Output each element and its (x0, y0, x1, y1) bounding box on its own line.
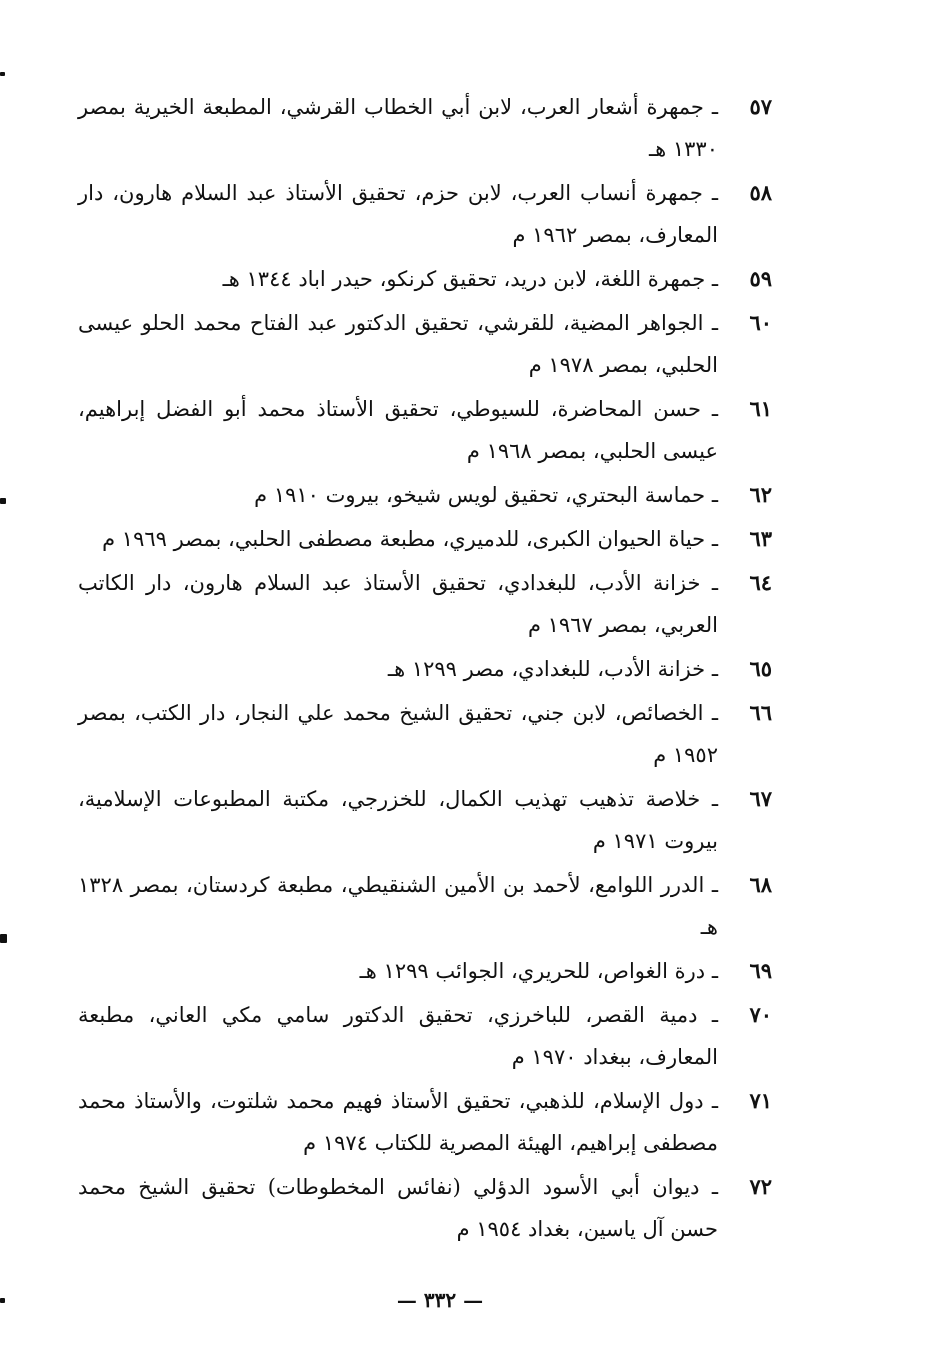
entry-text: ـ جمهرة أنساب العرب، لابن حزم، تحقيق الأستاذ عبد السلام هارون، دار المعارف، بمصر ١٩٦٢ م (78, 181, 718, 247)
scan-mark (0, 72, 5, 76)
entry-text: ـ خلاصة تذهيب تهذيب الكمال، للخزرجي، مكتبة المطبوعات الإسلامية، بيروت ١٩٧١ م (78, 787, 718, 853)
bibliography-entry (78, 86, 778, 170)
bibliography-entry (78, 994, 778, 1078)
entry-text: ـ دمية القصر، للباخرزي، تحقيق الدكتور سامي مكي العاني، مطبعة المعارف، ببغداد ١٩٧٠ م (78, 1003, 718, 1069)
bibliography-entry (78, 302, 778, 386)
bibliography-entry (78, 388, 778, 472)
bibliography-entry (78, 864, 778, 948)
entry-text: ـ حماسة البحتري، تحقيق لويس شيخو، بيروت ١٩١٠ م (254, 483, 718, 507)
entry-text: ـ الخصائص، لابن جني، تحقيق الشيخ محمد علي النجار، دار الكتب، بمصر ١٩٥٢ م (78, 701, 718, 767)
entry-number: ٥٩ (749, 266, 772, 291)
entry-number: ٦٧ (749, 786, 772, 811)
bibliography-entry (78, 1166, 778, 1250)
entry-text: ـ درة الغواص، للحريري، الجوائب ١٢٩٩ هـ (359, 959, 718, 983)
entry-number: ٥٨ (749, 180, 772, 205)
entry-text: ـ جمهرة اللغة، لابن دريد، تحقيق كرنكو، حيدر اباد ١٣٤٤ هـ (222, 267, 718, 291)
entry-text: ـ حسن المحاضرة، للسيوطي، تحقيق الأستاذ محمد أبو الفضل إبراهيم، عيسى الحلبي، بمصر ١٩٦٨ م (78, 397, 718, 463)
entry-number: ٦٤ (749, 570, 772, 595)
page-number: — ٣٣٢ — (396, 1288, 484, 1312)
entry-number: ٧٢ (749, 1174, 772, 1199)
bibliography-entry (78, 950, 778, 992)
entry-number: ٦١ (749, 396, 772, 421)
bibliography-entry (78, 474, 778, 516)
entry-text: ـ خزانة الأدب، للبغدادي، مصر ١٢٩٩ هـ (387, 657, 718, 681)
entry-text: ـ الدرر اللوامع، لأحمد بن الأمين الشنقيطي، مطبعة كردستان، بمصر ١٣٢٨ هـ (78, 873, 718, 939)
bibliography-entry (78, 562, 778, 646)
entry-number: ٧٠ (749, 1002, 772, 1027)
entry-text: ـ الجواهر المضية، للقرشي، تحقيق الدكتور عبد الفتاح محمد الحلو عيسى الحلبي، بمصر ١٩٧٨ م (78, 311, 718, 377)
entry-number: ٦٥ (749, 656, 772, 681)
scan-mark (0, 1298, 5, 1303)
bibliography-entry (78, 692, 778, 776)
scan-mark (0, 934, 7, 943)
entry-text: ـ دول الإسلام، للذهبي، تحقيق الأستاذ فهيم محمد شلتوت، والأستاذ محمد مصطفى إبراهيم، الهيئة المصرية للكتاب ١٩٧٤ م (78, 1089, 718, 1155)
bibliography-entry (78, 172, 778, 256)
entry-text: ـ حياة الحيوان الكبرى، للدميري، مطبعة مصطفى الحلبي، بمصر ١٩٦٩ م (102, 527, 718, 551)
entry-number: ٦٩ (749, 958, 772, 983)
entry-number: ٦٣ (749, 526, 772, 551)
bibliography-list (78, 86, 778, 1252)
entry-number: ٦٦ (749, 700, 772, 725)
bibliography-entry (78, 1080, 778, 1164)
bibliography-entry (78, 258, 778, 300)
entry-number: ٦٨ (749, 872, 772, 897)
bibliography-entry (78, 518, 778, 560)
entry-text: ـ جمهرة أشعار العرب، لابن أبي الخطاب القرشي، المطبعة الخيرية بمصر ١٣٣٠ هـ (78, 95, 718, 161)
entry-number: ٧١ (749, 1088, 772, 1113)
entry-number: ٥٧ (749, 94, 772, 119)
entry-text: ـ ديوان أبي الأسود الدؤلي (نفائس المخطوطات) تحقيق الشيخ محمد حسن آل ياسين، بغداد ١٩٥٤ م (78, 1175, 718, 1241)
entry-number: ٦٠ (749, 310, 772, 335)
bibliography-entry (78, 778, 778, 862)
scan-mark (0, 498, 6, 504)
bibliography-entry (78, 648, 778, 690)
entry-text: ـ خزانة الأدب، للبغدادي، تحقيق الأستاذ عبد السلام هارون، دار الكاتب العربي، بمصر ١٩٦٧ م (78, 571, 718, 637)
entry-number: ٦٢ (749, 482, 772, 507)
